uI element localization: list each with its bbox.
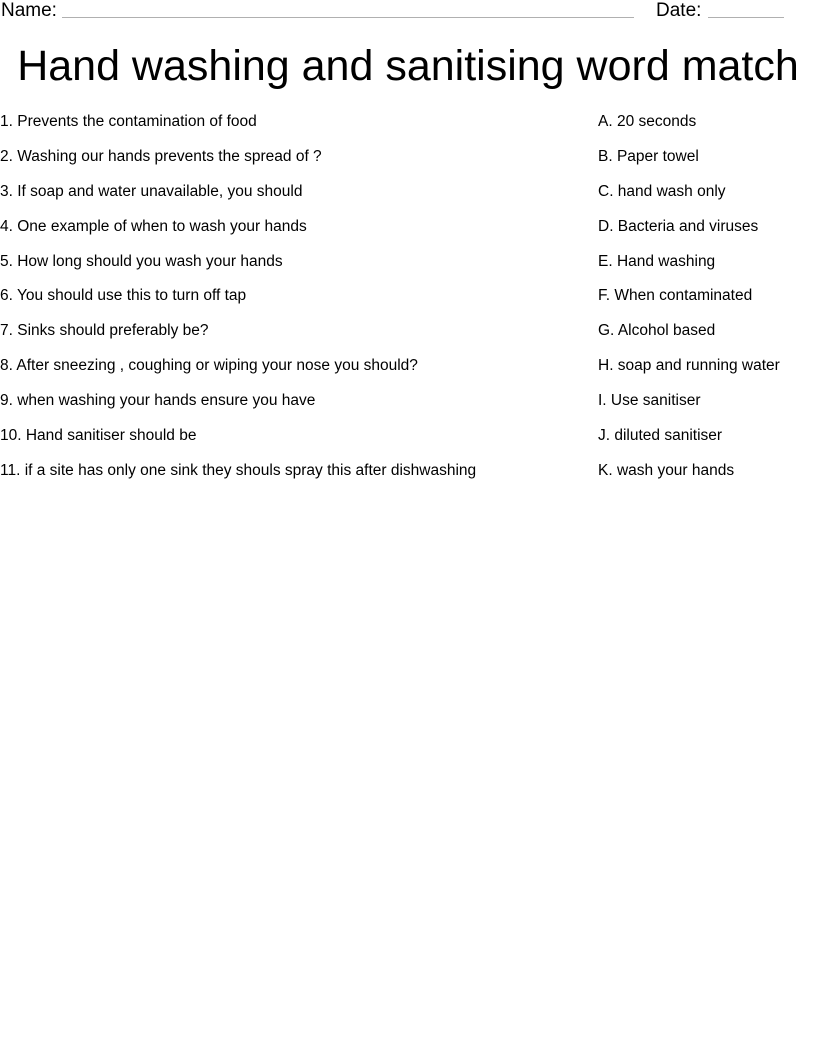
answer-item: K. wash your hands [598,461,735,479]
clue-item: 2. Washing our hands prevents the spread of ? [0,147,322,165]
clue-item: 11. if a site has only one sink they shouls spray this after dishwashing [0,461,477,479]
name-blank-line [62,17,634,18]
date-label: Date: [656,0,702,21]
clue-item: 10. Hand sanitiser should be [0,427,197,445]
worksheet-title: Hand washing and sanitising word match [17,42,799,90]
name-label: Name: [1,0,57,21]
clue-item: 3. If soap and water unavailable, you should [0,182,303,200]
clue-item: 5. How long should you wash your hands [0,252,283,270]
answer-item: D. Bacteria and viruses [598,217,759,235]
answer-list [598,112,814,496]
answer-item: H. soap and running water [598,357,780,375]
clue-item: 9. when washing your hands ensure you have [0,392,316,410]
answer-item: B. Paper towel [598,147,699,165]
worksheet-header [0,0,816,24]
answer-item: G. Alcohol based [598,322,716,340]
clue-item: 7. Sinks should preferably be? [0,322,209,340]
clue-item: 6. You should use this to turn off tap [0,287,247,305]
clue-item: 1. Prevents the contamination of food [0,113,257,130]
clue-item: 8. After sneezing , coughing or wiping your nose you should? [0,357,418,375]
clue-list [0,112,590,496]
answer-item: A. 20 seconds [598,113,697,130]
answer-item: C. hand wash only [598,182,726,200]
date-blank-line [708,17,784,18]
clue-item: 4. One example of when to wash your hands [0,217,307,235]
answer-item: I. Use sanitiser [598,392,701,410]
answer-item: E. Hand washing [598,252,716,270]
answer-item: F. When contaminated [598,287,753,305]
answer-item: J. diluted sanitiser [598,427,723,445]
